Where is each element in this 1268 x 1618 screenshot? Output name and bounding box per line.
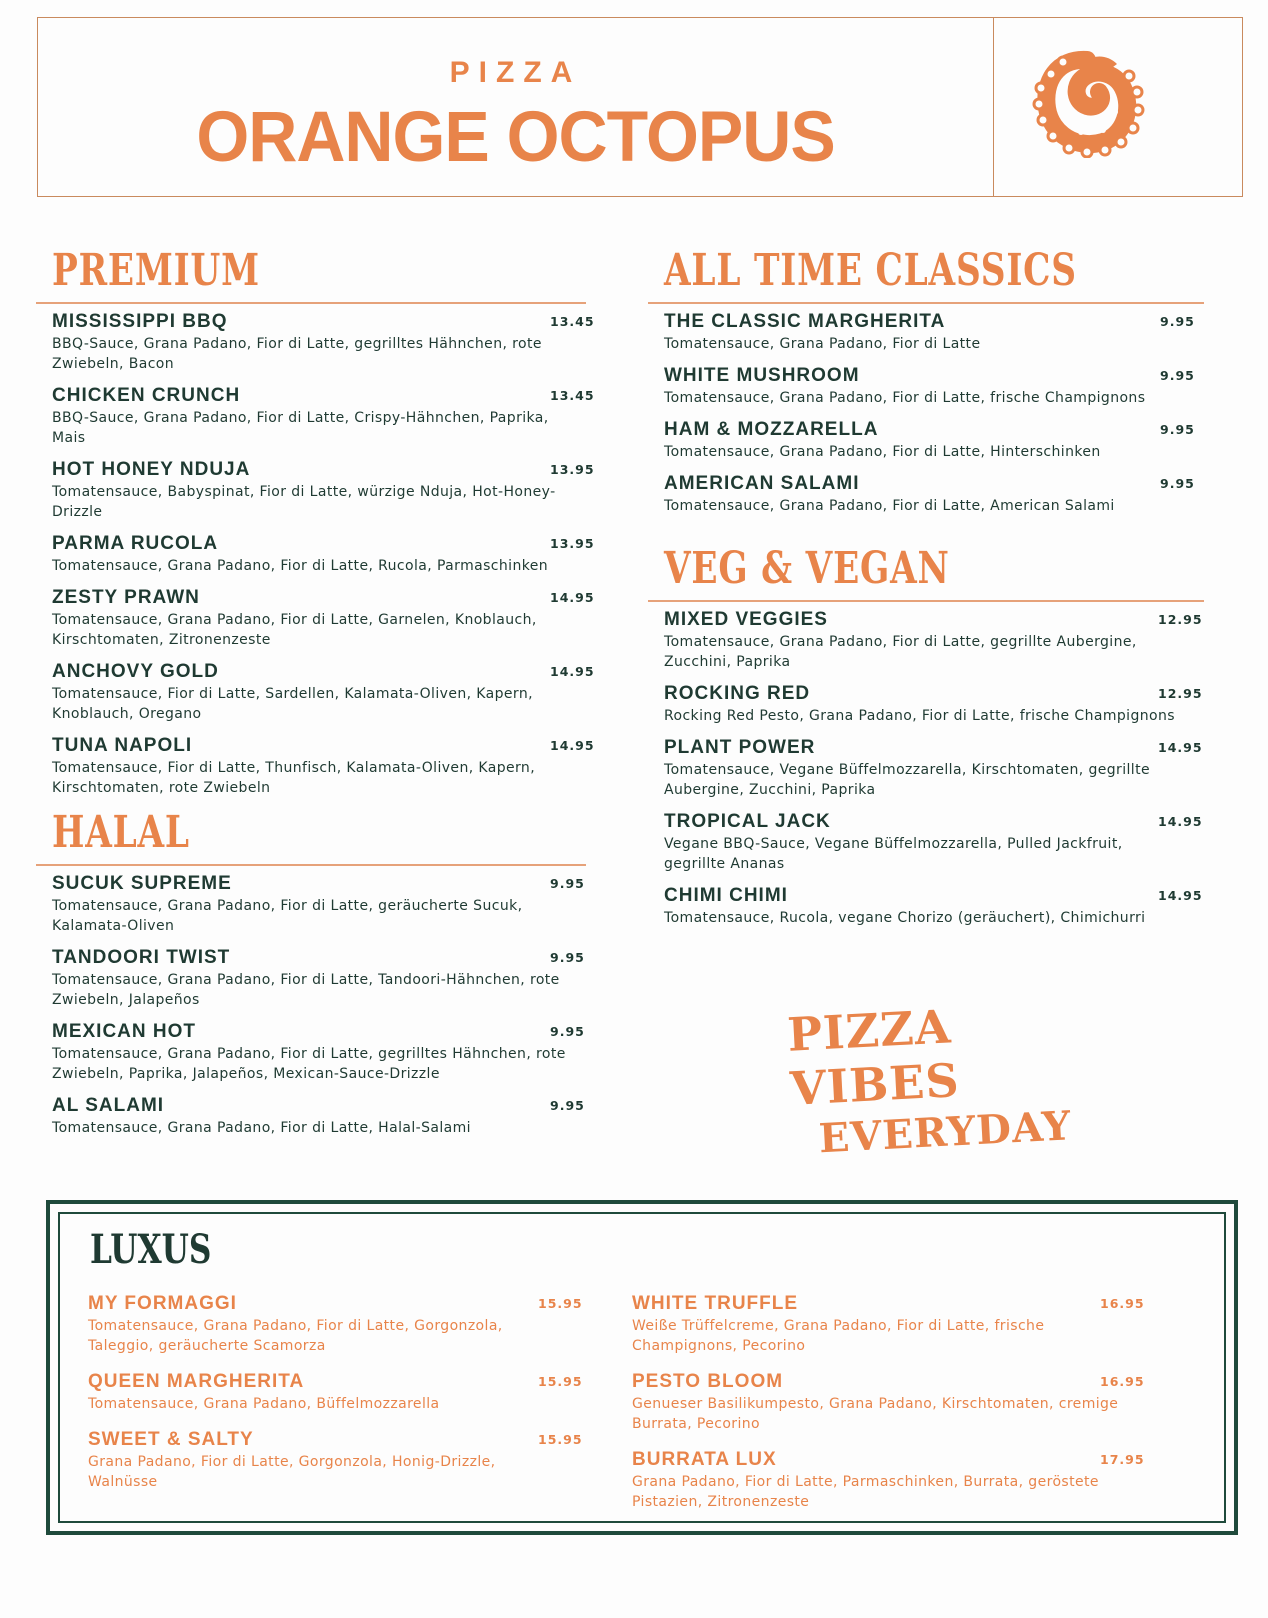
menu-item bbox=[664, 682, 1204, 726]
section-premium bbox=[36, 244, 595, 798]
classics-item-list bbox=[648, 310, 1204, 516]
menu-item-description: Weiße Trüffelcreme, Grana Padano, Fior di Latte, frische Champignons, Pecorino bbox=[632, 1318, 1045, 1354]
menu-item-description: Tomatensauce, Grana Padano, Fior di Latte bbox=[664, 336, 981, 352]
menu-item-name: AMERICAN SALAMI bbox=[664, 473, 860, 494]
menu-item-name: MISSISSIPPI BBQ bbox=[52, 311, 228, 332]
menu-item bbox=[52, 458, 595, 522]
menu-item-price: 14.95 bbox=[550, 738, 595, 753]
menu-item-price: 15.95 bbox=[538, 1374, 583, 1389]
menu-item-price: 9.95 bbox=[1160, 476, 1195, 491]
menu-item bbox=[664, 736, 1204, 800]
menu-item-price: 14.95 bbox=[1158, 814, 1203, 829]
menu-item-price: 13.45 bbox=[550, 314, 595, 329]
menu-item-price: 16.95 bbox=[1100, 1296, 1145, 1311]
vegan-item-list bbox=[648, 608, 1204, 928]
menu-item-price: 9.95 bbox=[550, 1024, 585, 1039]
menu-item bbox=[88, 1370, 588, 1414]
menu-item bbox=[52, 734, 595, 798]
menu-item-name: MY FORMAGGI bbox=[88, 1293, 237, 1314]
menu-item-price: 13.95 bbox=[550, 536, 595, 551]
brand-subtitle: PIZZA bbox=[449, 56, 582, 89]
menu-item-price: 17.95 bbox=[1100, 1452, 1145, 1467]
menu-item-price: 9.95 bbox=[1160, 314, 1195, 329]
menu-item-description: Tomatensauce, Grana Padano, Fior di Latte, Halal-Salami bbox=[52, 1120, 471, 1136]
menu-item-description: Tomatensauce, Grana Padano, Fior di Latte, Gorgonzola, Taleggio, geräucherte Scamorza bbox=[88, 1318, 503, 1354]
menu-item-name: PARMA RUCOLA bbox=[52, 533, 219, 554]
section-title-classics: ALL TIME CLASSICS bbox=[664, 245, 1077, 296]
menu-item bbox=[88, 1292, 588, 1356]
menu-item-price: 9.95 bbox=[1160, 368, 1195, 383]
menu-item bbox=[88, 1428, 588, 1492]
menu-item-name: BURRATA LUX bbox=[632, 1449, 777, 1470]
menu-item-description: Tomatensauce, Rucola, vegane Chorizo (geräuchert), Chimichurri bbox=[664, 910, 1146, 926]
menu-item-name: WHITE TRUFFLE bbox=[632, 1293, 799, 1314]
slogan-line-2: EVERYDAY bbox=[817, 1102, 1073, 1163]
luxus-item-list-right bbox=[632, 1292, 1160, 1512]
menu-item-price: 9.95 bbox=[1160, 422, 1195, 437]
menu-item-price: 9.95 bbox=[550, 1098, 585, 1113]
menu-item-name: CHIMI CHIMI bbox=[664, 885, 788, 906]
menu-item bbox=[664, 472, 1204, 516]
menu-item-description: Tomatensauce, Grana Padano, Fior di Latte, American Salami bbox=[664, 498, 1115, 514]
menu-item-name: ZESTY PRAWN bbox=[52, 587, 200, 608]
menu-item-name: QUEEN MARGHERITA bbox=[88, 1371, 305, 1392]
menu-item-price: 15.95 bbox=[538, 1296, 583, 1311]
menu-item-name: THE CLASSIC MARGHERITA bbox=[664, 311, 946, 332]
octopus-tentacle-logo-icon bbox=[1025, 38, 1145, 158]
menu-item bbox=[664, 310, 1204, 354]
menu-item-price: 12.95 bbox=[1158, 612, 1203, 627]
menu-item-name: ROCKING RED bbox=[664, 683, 811, 704]
menu-item-description: Tomatensauce, Grana Padano, Fior di Latte, geräucherte Sucuk, Kalamata-Oliven bbox=[52, 898, 523, 934]
section-title-halal: HALAL bbox=[52, 807, 190, 858]
menu-item-description: Tomatensauce, Fior di Latte, Thunfisch, Kalamata-Oliven, Kapern, Kirschtomaten, rote Zwiebeln bbox=[52, 760, 536, 796]
menu-item-description: Grana Padano, Fior di Latte, Gorgonzola, Honig-Drizzle, Walnüsse bbox=[88, 1454, 496, 1490]
menu-item bbox=[52, 872, 586, 936]
menu-item-price: 14.95 bbox=[1158, 740, 1203, 755]
menu-item-description: BBQ-Sauce, Grana Padano, Fior di Latte, Crispy-Hähnchen, Paprika, Mais bbox=[52, 410, 549, 446]
menu-item-description: Grana Padano, Fior di Latte, Parmaschinken, Burrata, geröstete Pistazien, Zitronenzeste bbox=[632, 1474, 1099, 1510]
menu-item-name: PESTO BLOOM bbox=[632, 1371, 784, 1392]
menu-item-description: Tomatensauce, Grana Padano, Fior di Latte, Hinterschinken bbox=[664, 444, 1101, 460]
section-classics bbox=[648, 244, 1204, 516]
menu-item-price: 14.95 bbox=[550, 590, 595, 605]
menu-item-price: 15.95 bbox=[538, 1432, 583, 1447]
menu-item bbox=[664, 884, 1204, 928]
menu-item-name: MIXED VEGGIES bbox=[664, 609, 828, 630]
brand-title: ORANGE OCTOPUS bbox=[196, 97, 835, 177]
menu-item-name: AL SALAMI bbox=[52, 1095, 165, 1116]
menu-item-name: PLANT POWER bbox=[664, 737, 816, 758]
menu-item-name: TANDOORI TWIST bbox=[52, 947, 231, 968]
section-rule bbox=[648, 302, 1204, 304]
menu-item-name: SUCUK SUPREME bbox=[52, 873, 232, 894]
menu-item-price: 12.95 bbox=[1158, 686, 1203, 701]
menu-item bbox=[632, 1292, 1160, 1356]
section-rule bbox=[648, 600, 1204, 602]
menu-item-price: 9.95 bbox=[550, 950, 585, 965]
menu-item bbox=[52, 660, 595, 724]
luxus-item-list-left bbox=[88, 1292, 588, 1492]
menu-item-description: Genueser Basilikumpesto, Grana Padano, Kirschtomaten, cremige Burrata, Pecorino bbox=[632, 1396, 1119, 1432]
menu-item bbox=[664, 418, 1204, 462]
menu-item-name: SWEET & SALTY bbox=[88, 1429, 254, 1450]
menu-item-name: ANCHOVY GOLD bbox=[52, 661, 219, 682]
menu-item-description: Tomatensauce, Grana Padano, Fior di Latte, Tandoori-Hähnchen, rote Zwiebeln, Jalapeños bbox=[52, 972, 560, 1008]
menu-item-name: HAM & MOZZARELLA bbox=[664, 419, 879, 440]
slogan bbox=[786, 992, 1094, 1165]
menu-item-price: 13.95 bbox=[550, 462, 595, 477]
menu-item-description: Tomatensauce, Grana Padano, Büffelmozzarella bbox=[88, 1396, 440, 1412]
section-title-vegan: VEG & VEGAN bbox=[664, 543, 950, 594]
menu-item-price: 14.95 bbox=[550, 664, 595, 679]
header-divider bbox=[993, 18, 994, 196]
menu-item bbox=[52, 532, 595, 576]
menu-item-name: TUNA NAPOLI bbox=[52, 735, 193, 756]
menu-item-description: Rocking Red Pesto, Grana Padano, Fior di Latte, frische Champignons bbox=[664, 708, 1175, 724]
menu-item bbox=[632, 1370, 1160, 1434]
menu-item bbox=[664, 364, 1204, 408]
menu-item bbox=[664, 810, 1204, 874]
menu-item-price: 13.45 bbox=[550, 388, 595, 403]
menu-item-description: Tomatensauce, Grana Padano, Fior di Latte, frische Champignons bbox=[664, 390, 1146, 406]
menu-item-description: Tomatensauce, Grana Padano, Fior di Latte, Rucola, Parmaschinken bbox=[52, 558, 549, 574]
section-rule bbox=[36, 302, 586, 304]
menu-item-name: WHITE MUSHROOM bbox=[664, 365, 860, 386]
section-title-luxus: LUXUS bbox=[90, 1226, 212, 1273]
section-vegan bbox=[648, 542, 1204, 928]
menu-item-price: 9.95 bbox=[550, 876, 585, 891]
menu-item-description: Tomatensauce, Babyspinat, Fior di Latte, würzige Nduja, Hot-Honey-Drizzle bbox=[52, 484, 556, 520]
section-title-premium: PREMIUM bbox=[52, 245, 260, 296]
menu-item-name: MEXICAN HOT bbox=[52, 1021, 196, 1042]
menu-item-name: HOT HONEY NDUJA bbox=[52, 459, 251, 480]
menu-item bbox=[52, 946, 586, 1010]
menu-item bbox=[52, 310, 595, 374]
premium-item-list bbox=[36, 310, 595, 798]
menu-item bbox=[664, 608, 1204, 672]
slogan-line-1: PIZZA VIBES bbox=[786, 999, 961, 1116]
menu-item-description: Tomatensauce, Fior di Latte, Sardellen, Kalamata-Oliven, Kapern, Knoblauch, Oregano bbox=[52, 686, 533, 722]
menu-item-description: Tomatensauce, Grana Padano, Fior di Latte, gegrillte Aubergine, Zucchini, Paprika bbox=[664, 634, 1137, 670]
menu-item-name: CHICKEN CRUNCH bbox=[52, 385, 241, 406]
menu-item bbox=[52, 384, 595, 448]
menu-item-name: TROPICAL JACK bbox=[664, 811, 831, 832]
menu-item-description: Tomatensauce, Grana Padano, Fior di Latte, gegrilltes Hähnchen, rote Zwiebeln, Paprika, Jalapeños, Mexican-Sauce-Drizzle bbox=[52, 1046, 566, 1082]
menu-item-price: 16.95 bbox=[1100, 1374, 1145, 1389]
menu-item-description: BBQ-Sauce, Grana Padano, Fior di Latte, gegrilltes Hähnchen, rote Zwiebeln, Bacon bbox=[52, 336, 542, 372]
menu-item bbox=[52, 586, 595, 650]
menu-item bbox=[632, 1448, 1160, 1512]
section-rule bbox=[36, 864, 586, 866]
menu-item-description: Tomatensauce, Grana Padano, Fior di Latte, Garnelen, Knoblauch, Kirschtomaten, Zitronenzeste bbox=[52, 612, 537, 648]
menu-item-description: Vegane BBQ-Sauce, Vegane Büffelmozzarella, Pulled Jackfruit, gegrillte Ananas bbox=[664, 836, 1123, 872]
section-halal bbox=[36, 806, 586, 1138]
menu-item-description: Tomatensauce, Vegane Büffelmozzarella, Kirschtomaten, gegrillte Aubergine, Zucchini, Paprika bbox=[664, 762, 1150, 798]
menu-item bbox=[52, 1094, 586, 1138]
halal-item-list bbox=[36, 872, 586, 1138]
menu-item-price: 14.95 bbox=[1158, 888, 1203, 903]
menu-item bbox=[52, 1020, 586, 1084]
